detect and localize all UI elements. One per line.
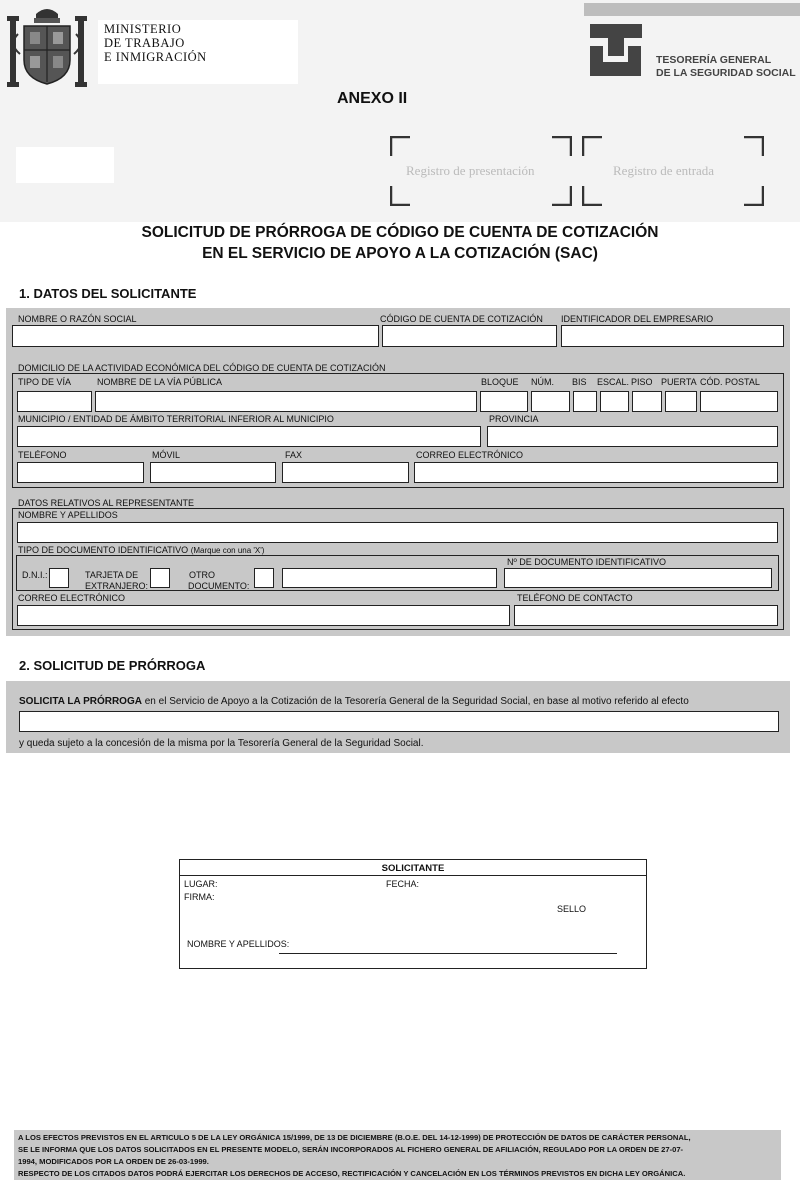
motivo-input[interactable] xyxy=(19,711,779,732)
escal-input[interactable] xyxy=(600,391,629,412)
nombre-apellidos-input[interactable] xyxy=(17,522,778,543)
label-municipio: MUNICIPIO / ENTIDAD DE ÁMBITO TERRITORIAL INFERIOR AL MUNICIPIO xyxy=(18,414,334,424)
label-tipo-doc: TIPO DE DOCUMENTO IDENTIFICATIVO (Marque con una 'X') xyxy=(18,545,265,555)
puerta-input[interactable] xyxy=(665,391,697,412)
section-2-heading: 2. SOLICITUD DE PRÓRROGA xyxy=(19,658,206,673)
label-tarjeta-1: TARJETA DE xyxy=(85,570,139,580)
correo-rep-input[interactable] xyxy=(17,605,510,626)
label-provincia: PROVINCIA xyxy=(489,414,539,424)
otro-documento-checkbox[interactable] xyxy=(254,568,274,588)
label-puerta: PUERTA xyxy=(661,377,697,387)
section-1-heading: 1. DATOS DEL SOLICITANTE xyxy=(19,286,197,301)
cod-postal-input[interactable] xyxy=(700,391,778,412)
label-domicilio: DOMICILIO DE LA ACTIVIDAD ECONÓMICA DEL CÓDIGO DE CUENTA DE COTIZACIÓN xyxy=(18,363,386,373)
footer-line-4: RESPECTO DE LOS CITADOS DATOS PODRÁ EJERCITAR LOS DERECHOS DE ACCESO, RECTIFICACIÓN Y CANCELACIÓN EN LOS TÉRMINOS PREVISTOS EN DICHA LEY ORGÁNICA. xyxy=(18,1169,686,1178)
solicita-bold: SOLICITA LA PRÓRROGA xyxy=(19,696,142,707)
tarjeta-extranjero-checkbox[interactable] xyxy=(150,568,170,588)
tgss-top-bar xyxy=(584,3,800,16)
piso-input[interactable] xyxy=(632,391,662,412)
label-otro-1: OTRO xyxy=(189,570,215,580)
footer-line-3: 1994, MODIFICADOS POR LA ORDEN DE 26-03-1999. xyxy=(18,1157,209,1166)
movil-input[interactable] xyxy=(150,462,276,483)
sujeto-text: y queda sujeto a la concesión de la misma por la Tesorería General de la Seguridad Social. xyxy=(19,738,424,749)
bis-input[interactable] xyxy=(573,391,597,412)
label-correo: CORREO ELECTRÓNICO xyxy=(416,450,524,460)
footer-line-2: SE LE INFORMA QUE LOS DATOS SOLICITADOS EN EL PRESENTE MODELO, SERÁN INCORPORADOS AL FICHERO GENERAL DE AFILIACIÓN, REGULADO POR LA ORDEN DE 27-07- xyxy=(18,1145,684,1154)
form-title-line-1: SOLICITUD DE PRÓRROGA DE CÓDIGO DE CUENTA DE COTIZACIÓN xyxy=(141,224,659,241)
label-dni: D.N.I.: xyxy=(22,570,48,580)
registro-presentacion-label: Registro de presentación xyxy=(406,163,535,178)
tgss-logo xyxy=(590,24,646,78)
registro-entrada-label: Registro de entrada xyxy=(613,163,715,178)
label-lugar: LUGAR: xyxy=(184,879,218,889)
label-tarjeta-2: EXTRANJERO: xyxy=(85,581,149,591)
form-title-line-2: EN EL SERVICIO DE APOYO A LA COTIZACIÓN (SAC) xyxy=(202,245,598,262)
label-fecha: FECHA: xyxy=(386,879,420,889)
footer-line-1: A LOS EFECTOS PREVISTOS EN EL ARTICULO 5 DE LA LEY ORGÁNICA 15/1999, DE 13 DE DICIEMBRE (B.O.E. DEL 14-12-1999) DE PROTECCIÓN DE DATOS DE CARÁCTER PERSONAL, xyxy=(18,1133,691,1142)
label-sello: SELLO xyxy=(557,904,587,914)
label-identificador: IDENTIFICADOR DEL EMPRESARIO xyxy=(561,314,714,324)
label-correo-rep: CORREO ELECTRÓNICO xyxy=(18,593,126,603)
signature-header-divider xyxy=(179,875,647,876)
label-escal: ESCAL. xyxy=(597,377,630,387)
label-bloque: BLOQUE xyxy=(481,377,519,387)
label-nombre-razon: NOMBRE O RAZÓN SOCIAL xyxy=(18,314,137,324)
ministry-line-3: E INMIGRACIÓN xyxy=(104,50,207,64)
fax-input[interactable] xyxy=(282,462,409,483)
label-num: NÚM. xyxy=(531,377,554,387)
label-tipo-doc-note: (Marque con una 'X') xyxy=(190,546,265,555)
provincia-input[interactable] xyxy=(487,426,778,447)
label-fax: FAX xyxy=(285,450,303,460)
telefono-contacto-input[interactable] xyxy=(514,605,778,626)
municipio-input[interactable] xyxy=(17,426,481,447)
otro-documento-input[interactable] xyxy=(282,568,497,588)
tgss-line-1: TESORERÍA GENERAL xyxy=(656,54,772,66)
num-input[interactable] xyxy=(531,391,570,412)
solicitante-title: SOLICITANTE xyxy=(381,863,445,874)
label-representante: DATOS RELATIVOS AL REPRESENTANTE xyxy=(18,498,195,508)
label-nombre-apellidos: NOMBRE Y APELLIDOS xyxy=(18,510,118,520)
bloque-input[interactable] xyxy=(480,391,528,412)
blank-box xyxy=(16,147,114,183)
identificador-input[interactable] xyxy=(561,325,784,347)
label-codigo-cuenta: CÓDIGO DE CUENTA DE COTIZACIÓN xyxy=(380,314,543,324)
label-telefono-contacto: TELÉFONO DE CONTACTO xyxy=(517,593,633,603)
telefono-input[interactable] xyxy=(17,462,144,483)
solicita-rest: en el Servicio de Apoyo a la Cotización de la Tesorería General de la Seguridad Social, en base al motivo referido al efecto xyxy=(141,696,689,707)
label-otro-2: DOCUMENTO: xyxy=(188,581,250,591)
annex-title: ANEXO II xyxy=(337,90,408,107)
label-nombre-via: NOMBRE DE LA VÍA PÚBLICA xyxy=(97,377,223,387)
label-num-doc: Nº DE DOCUMENTO IDENTIFICATIVO xyxy=(507,557,666,567)
label-firma: FIRMA: xyxy=(184,892,215,902)
codigo-cuenta-input[interactable] xyxy=(382,325,557,347)
nombre-razon-input[interactable] xyxy=(12,325,379,347)
label-movil: MÓVIL xyxy=(152,450,181,460)
tgss-line-2: DE LA SEGURIDAD SOCIAL xyxy=(656,67,796,79)
nombre-firma-line xyxy=(279,953,617,954)
tipo-via-input[interactable] xyxy=(17,391,92,412)
dni-checkbox[interactable] xyxy=(49,568,69,588)
label-cod-postal: CÓD. POSTAL xyxy=(700,377,760,387)
coat-of-arms-logo xyxy=(6,4,88,90)
label-piso: PISO xyxy=(631,377,653,387)
ministry-line-2: DE TRABAJO xyxy=(104,36,185,50)
label-bis: BIS xyxy=(572,377,587,387)
num-doc-input[interactable] xyxy=(504,568,772,588)
nombre-via-input[interactable] xyxy=(95,391,477,412)
ministry-line-1: MINISTERIO xyxy=(104,22,182,36)
label-telefono: TELÉFONO xyxy=(18,450,67,460)
correo-input[interactable] xyxy=(414,462,778,483)
label-nombre-firma: NOMBRE Y APELLIDOS: xyxy=(187,939,290,949)
label-tipo-via: TIPO DE VÍA xyxy=(18,377,72,387)
solicita-text xyxy=(19,696,689,707)
